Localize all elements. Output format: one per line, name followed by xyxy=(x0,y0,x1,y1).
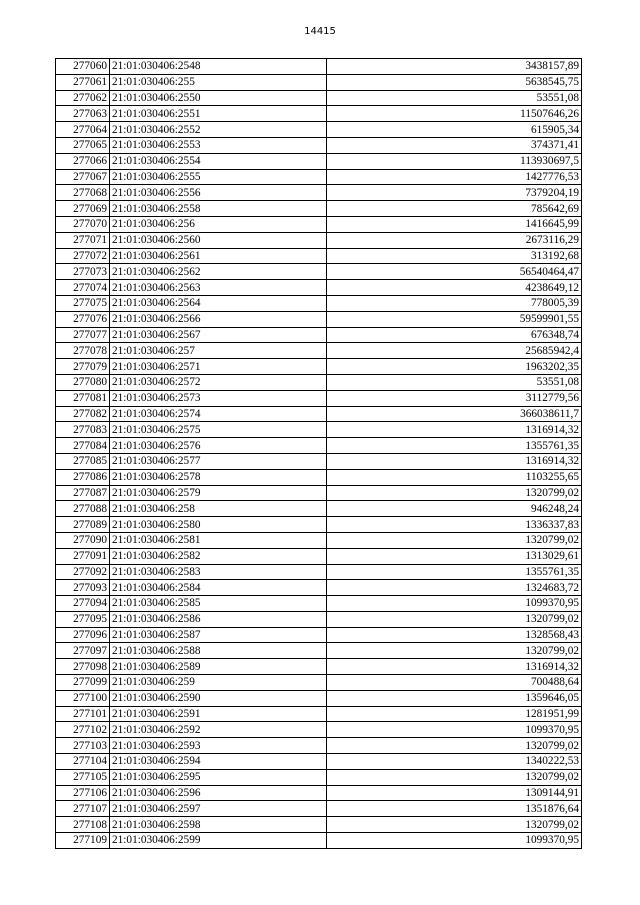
row-number-cell: 277096 xyxy=(56,627,110,643)
table-row xyxy=(56,596,582,612)
cadastral-value-cell: 2673116,29 xyxy=(327,232,582,248)
cadastral-number-cell: 21:01:030406:2572 xyxy=(110,374,327,390)
cadastral-value-cell: 4238649,12 xyxy=(327,280,582,296)
cadastral-number-cell: 21:01:030406:2563 xyxy=(110,280,327,296)
cadastral-value-cell: 778005,39 xyxy=(327,295,582,311)
cadastral-value-cell: 1316914,32 xyxy=(327,659,582,675)
table-row xyxy=(56,801,582,817)
table-row xyxy=(56,438,582,454)
table-row xyxy=(56,580,582,596)
cadastral-number-cell: 21:01:030406:2597 xyxy=(110,801,327,817)
row-number-cell: 277103 xyxy=(56,738,110,754)
cadastral-value-cell: 1320799,02 xyxy=(327,532,582,548)
row-number-cell: 277082 xyxy=(56,406,110,422)
table-row xyxy=(56,343,582,359)
cadastral-value-cell: 5638545,75 xyxy=(327,74,582,90)
cadastral-number-cell: 21:01:030406:2582 xyxy=(110,548,327,564)
cadastral-number-cell: 21:01:030406:2595 xyxy=(110,769,327,785)
row-number-cell: 277068 xyxy=(56,185,110,201)
row-number-cell: 277070 xyxy=(56,216,110,232)
cadastral-value-cell: 53551,08 xyxy=(327,90,582,106)
row-number-cell: 277100 xyxy=(56,690,110,706)
cadastral-number-cell: 21:01:030406:2553 xyxy=(110,137,327,153)
row-number-cell: 277093 xyxy=(56,580,110,596)
row-number-cell: 277072 xyxy=(56,248,110,264)
table-row xyxy=(56,74,582,90)
cadastral-value-cell: 1427776,53 xyxy=(327,169,582,185)
cadastral-number-cell: 21:01:030406:2592 xyxy=(110,722,327,738)
row-number-cell: 277065 xyxy=(56,137,110,153)
table-row xyxy=(56,169,582,185)
cadastral-number-cell: 21:01:030406:2587 xyxy=(110,627,327,643)
cadastral-value-cell: 1099370,95 xyxy=(327,833,582,849)
cadastral-number-cell: 21:01:030406:2551 xyxy=(110,106,327,122)
cadastral-number-cell: 21:01:030406:2552 xyxy=(110,122,327,138)
cadastral-value-cell: 7379204,19 xyxy=(327,185,582,201)
cadastral-value-cell: 59599901,55 xyxy=(327,311,582,327)
table-row xyxy=(56,485,582,501)
table-row xyxy=(56,390,582,406)
table-row xyxy=(56,548,582,564)
row-number-cell: 277106 xyxy=(56,785,110,801)
cadastral-value-cell: 1099370,95 xyxy=(327,596,582,612)
cadastral-number-cell: 21:01:030406:2581 xyxy=(110,532,327,548)
cadastral-number-cell: 21:01:030406:2579 xyxy=(110,485,327,501)
table-body xyxy=(56,59,582,849)
cadastral-value-cell: 1320799,02 xyxy=(327,817,582,833)
table-row xyxy=(56,785,582,801)
cadastral-value-cell: 113930697,5 xyxy=(327,153,582,169)
table-row xyxy=(56,643,582,659)
table-row xyxy=(56,374,582,390)
cadastral-value-cell: 1328568,43 xyxy=(327,627,582,643)
cadastral-value-cell: 1340222,53 xyxy=(327,754,582,770)
row-number-cell: 277071 xyxy=(56,232,110,248)
cadastral-value-cell: 1320799,02 xyxy=(327,643,582,659)
row-number-cell: 277107 xyxy=(56,801,110,817)
table-row xyxy=(56,122,582,138)
cadastral-number-cell: 21:01:030406:256 xyxy=(110,216,327,232)
cadastral-value-cell: 1359646,05 xyxy=(327,690,582,706)
cadastral-value-cell: 946248,24 xyxy=(327,501,582,517)
page-number: 14415 xyxy=(304,26,336,37)
cadastral-number-cell: 21:01:030406:2564 xyxy=(110,295,327,311)
table-row xyxy=(56,611,582,627)
row-number-cell: 277087 xyxy=(56,485,110,501)
row-number-cell: 277079 xyxy=(56,359,110,375)
cadastral-number-cell: 21:01:030406:2599 xyxy=(110,833,327,849)
cadastral-value-cell: 1099370,95 xyxy=(327,722,582,738)
table-row xyxy=(56,769,582,785)
cadastral-value-cell: 1313029,61 xyxy=(327,548,582,564)
row-number-cell: 277076 xyxy=(56,311,110,327)
table-row xyxy=(56,817,582,833)
cadastral-value-cell: 1320799,02 xyxy=(327,485,582,501)
table-row xyxy=(56,311,582,327)
cadastral-value-cell: 1416645,99 xyxy=(327,216,582,232)
cadastral-value-cell: 25685942,4 xyxy=(327,343,582,359)
table-row xyxy=(56,201,582,217)
row-number-cell: 277088 xyxy=(56,501,110,517)
row-number-cell: 277086 xyxy=(56,469,110,485)
table-row xyxy=(56,185,582,201)
cadastral-value-cell: 615905,34 xyxy=(327,122,582,138)
table-row xyxy=(56,738,582,754)
table-row xyxy=(56,501,582,517)
row-number-cell: 277101 xyxy=(56,706,110,722)
table-row xyxy=(56,216,582,232)
row-number-cell: 277067 xyxy=(56,169,110,185)
cadastral-number-cell: 21:01:030406:2554 xyxy=(110,153,327,169)
row-number-cell: 277099 xyxy=(56,675,110,691)
cadastral-value-cell: 700488,64 xyxy=(327,675,582,691)
table-row xyxy=(56,706,582,722)
cadastral-number-cell: 21:01:030406:2584 xyxy=(110,580,327,596)
cadastral-number-cell: 21:01:030406:257 xyxy=(110,343,327,359)
cadastral-number-cell: 21:01:030406:2588 xyxy=(110,643,327,659)
table-row xyxy=(56,754,582,770)
cadastral-number-cell: 21:01:030406:2561 xyxy=(110,248,327,264)
cadastral-value-cell: 1316914,32 xyxy=(327,422,582,438)
cadastral-number-cell: 21:01:030406:2596 xyxy=(110,785,327,801)
row-number-cell: 277060 xyxy=(56,59,110,75)
table-row xyxy=(56,690,582,706)
row-number-cell: 277066 xyxy=(56,153,110,169)
cadastral-value-cell: 1281951,99 xyxy=(327,706,582,722)
row-number-cell: 277069 xyxy=(56,201,110,217)
table-row xyxy=(56,406,582,422)
cadastral-value-cell: 366038611,7 xyxy=(327,406,582,422)
table-row xyxy=(56,675,582,691)
cadastral-value-cell: 11507646,26 xyxy=(327,106,582,122)
cadastral-number-cell: 21:01:030406:2580 xyxy=(110,517,327,533)
cadastral-value-cell: 53551,08 xyxy=(327,374,582,390)
cadastral-value-cell: 56540464,47 xyxy=(327,264,582,280)
row-number-cell: 277061 xyxy=(56,74,110,90)
row-number-cell: 277105 xyxy=(56,769,110,785)
cadastral-number-cell: 21:01:030406:2586 xyxy=(110,611,327,627)
row-number-cell: 277091 xyxy=(56,548,110,564)
table-row xyxy=(56,280,582,296)
row-number-cell: 277062 xyxy=(56,90,110,106)
row-number-cell: 277074 xyxy=(56,280,110,296)
cadastral-value-cell: 1309144,91 xyxy=(327,785,582,801)
row-number-cell: 277075 xyxy=(56,295,110,311)
cadastral-number-cell: 21:01:030406:2578 xyxy=(110,469,327,485)
table-row xyxy=(56,264,582,280)
cadastral-table xyxy=(55,58,582,849)
row-number-cell: 277083 xyxy=(56,422,110,438)
row-number-cell: 277064 xyxy=(56,122,110,138)
cadastral-value-cell: 676348,74 xyxy=(327,327,582,343)
cadastral-number-cell: 21:01:030406:2593 xyxy=(110,738,327,754)
row-number-cell: 277097 xyxy=(56,643,110,659)
cadastral-value-cell: 1320799,02 xyxy=(327,738,582,754)
table-row xyxy=(56,517,582,533)
table-row xyxy=(56,359,582,375)
row-number-cell: 277080 xyxy=(56,374,110,390)
cadastral-number-cell: 21:01:030406:2566 xyxy=(110,311,327,327)
row-number-cell: 277108 xyxy=(56,817,110,833)
cadastral-value-cell: 1316914,32 xyxy=(327,453,582,469)
table-row xyxy=(56,564,582,580)
cadastral-number-cell: 21:01:030406:2558 xyxy=(110,201,327,217)
row-number-cell: 277104 xyxy=(56,754,110,770)
cadastral-number-cell: 21:01:030406:2594 xyxy=(110,754,327,770)
table-row xyxy=(56,833,582,849)
row-number-cell: 277098 xyxy=(56,659,110,675)
table-row xyxy=(56,232,582,248)
cadastral-value-cell: 3112779,56 xyxy=(327,390,582,406)
table-row xyxy=(56,153,582,169)
table-row xyxy=(56,422,582,438)
cadastral-number-cell: 21:01:030406:2591 xyxy=(110,706,327,722)
table-row xyxy=(56,627,582,643)
cadastral-value-cell: 1103255,65 xyxy=(327,469,582,485)
row-number-cell: 277078 xyxy=(56,343,110,359)
table-row xyxy=(56,295,582,311)
cadastral-number-cell: 21:01:030406:2567 xyxy=(110,327,327,343)
table-row xyxy=(56,659,582,675)
table-row xyxy=(56,137,582,153)
cadastral-number-cell: 21:01:030406:2590 xyxy=(110,690,327,706)
table-row xyxy=(56,532,582,548)
row-number-cell: 277109 xyxy=(56,833,110,849)
cadastral-value-cell: 374371,41 xyxy=(327,137,582,153)
table-row xyxy=(56,327,582,343)
table-row xyxy=(56,453,582,469)
cadastral-number-cell: 21:01:030406:2577 xyxy=(110,453,327,469)
table-row xyxy=(56,59,582,75)
cadastral-value-cell: 3438157,89 xyxy=(327,59,582,75)
row-number-cell: 277077 xyxy=(56,327,110,343)
cadastral-value-cell: 1320799,02 xyxy=(327,769,582,785)
cadastral-value-cell: 1336337,83 xyxy=(327,517,582,533)
row-number-cell: 277073 xyxy=(56,264,110,280)
cadastral-number-cell: 21:01:030406:2589 xyxy=(110,659,327,675)
row-number-cell: 277095 xyxy=(56,611,110,627)
cadastral-number-cell: 21:01:030406:258 xyxy=(110,501,327,517)
row-number-cell: 277102 xyxy=(56,722,110,738)
row-number-cell: 277092 xyxy=(56,564,110,580)
cadastral-number-cell: 21:01:030406:2573 xyxy=(110,390,327,406)
cadastral-value-cell: 1963202,35 xyxy=(327,359,582,375)
row-number-cell: 277094 xyxy=(56,596,110,612)
cadastral-value-cell: 1320799,02 xyxy=(327,611,582,627)
cadastral-number-cell: 21:01:030406:2555 xyxy=(110,169,327,185)
row-number-cell: 277084 xyxy=(56,438,110,454)
cadastral-number-cell: 21:01:030406:2598 xyxy=(110,817,327,833)
cadastral-value-cell: 1351876,64 xyxy=(327,801,582,817)
cadastral-number-cell: 21:01:030406:2548 xyxy=(110,59,327,75)
cadastral-value-cell: 1324683,72 xyxy=(327,580,582,596)
cadastral-number-cell: 21:01:030406:2583 xyxy=(110,564,327,580)
cadastral-number-cell: 21:01:030406:2585 xyxy=(110,596,327,612)
table-row xyxy=(56,90,582,106)
row-number-cell: 277089 xyxy=(56,517,110,533)
cadastral-number-cell: 21:01:030406:2556 xyxy=(110,185,327,201)
cadastral-value-cell: 1355761,35 xyxy=(327,564,582,580)
row-number-cell: 277063 xyxy=(56,106,110,122)
cadastral-number-cell: 21:01:030406:2571 xyxy=(110,359,327,375)
cadastral-number-cell: 21:01:030406:2550 xyxy=(110,90,327,106)
cadastral-value-cell: 1355761,35 xyxy=(327,438,582,454)
cadastral-value-cell: 313192,68 xyxy=(327,248,582,264)
row-number-cell: 277085 xyxy=(56,453,110,469)
table-row xyxy=(56,722,582,738)
cadastral-number-cell: 21:01:030406:2575 xyxy=(110,422,327,438)
cadastral-number-cell: 21:01:030406:2574 xyxy=(110,406,327,422)
table-row xyxy=(56,469,582,485)
cadastral-number-cell: 21:01:030406:259 xyxy=(110,675,327,691)
table-row xyxy=(56,248,582,264)
cadastral-number-cell: 21:01:030406:2576 xyxy=(110,438,327,454)
cadastral-value-cell: 785642,69 xyxy=(327,201,582,217)
row-number-cell: 277081 xyxy=(56,390,110,406)
table-row xyxy=(56,106,582,122)
cadastral-number-cell: 21:01:030406:2562 xyxy=(110,264,327,280)
cadastral-number-cell: 21:01:030406:255 xyxy=(110,74,327,90)
cadastral-number-cell: 21:01:030406:2560 xyxy=(110,232,327,248)
row-number-cell: 277090 xyxy=(56,532,110,548)
